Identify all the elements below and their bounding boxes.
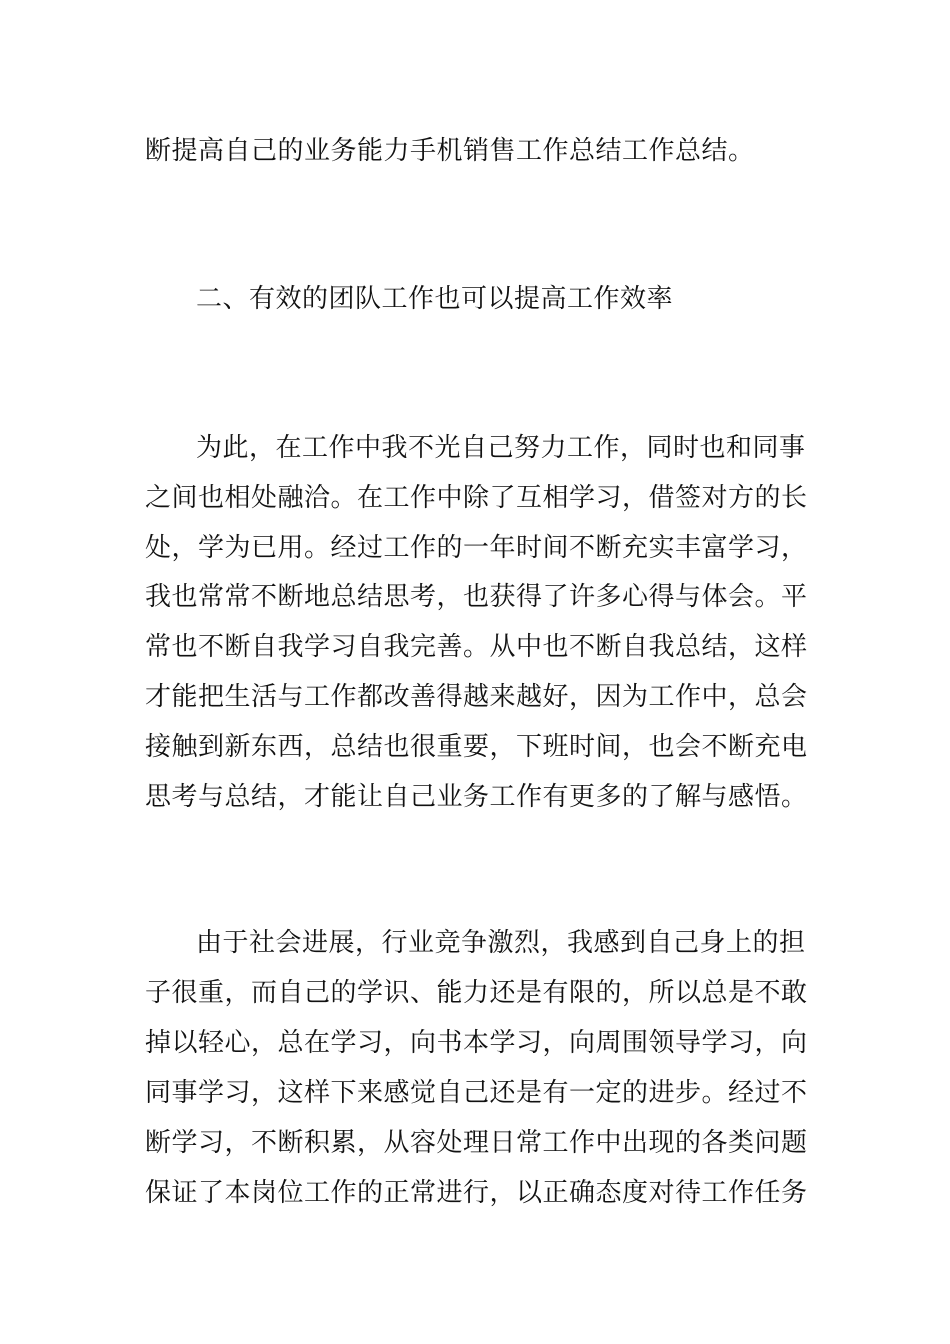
paragraph-line: 处，学为已用。经过工作的一年时间不断充实丰富学习， (145, 533, 808, 563)
paragraph-line: 掉以轻心，总在学习，向书本学习，向周围领导学习，向 (145, 1028, 808, 1058)
continuation-line: 断提高自己的业务能力手机销售工作总结工作总结。 (145, 136, 755, 166)
section-heading: 二、有效的团队工作也可以提高工作效率 (196, 284, 674, 314)
paragraph-line: 保证了本岗位工作的正常进行，以正确态度对待工作任务 (145, 1178, 808, 1208)
paragraph-line: 由于社会进展，行业竞争激烈，我感到自己身上的担 (196, 928, 806, 958)
paragraph-line: 同事学习，这样下来感觉自己还是有一定的进步。经过不 (145, 1078, 808, 1108)
paragraph-line: 我也常常不断地总结思考，也获得了许多心得与体会。平 (145, 582, 808, 612)
paragraph-line: 之间也相处融洽。在工作中除了互相学习，借签对方的长 (145, 483, 808, 513)
paragraph-line: 接触到新东西，总结也很重要，下班时间，也会不断充电 (145, 732, 808, 762)
paragraph-line: 为此，在工作中我不光自己努力工作，同时也和同事 (196, 433, 806, 463)
paragraph-line: 子很重，而自己的学识、能力还是有限的，所以总是不敢 (145, 978, 808, 1008)
paragraph-line: 常也不断自我学习自我完善。从中也不断自我总结，这样 (145, 632, 808, 662)
paragraph-line: 断学习，不断积累，从容处理日常工作中出现的各类问题 (145, 1128, 808, 1158)
paragraph-line: 才能把生活与工作都改善得越来越好，因为工作中，总会 (145, 682, 808, 712)
paragraph-line: 思考与总结，才能让自己业务工作有更多的了解与感悟。 (145, 782, 808, 812)
